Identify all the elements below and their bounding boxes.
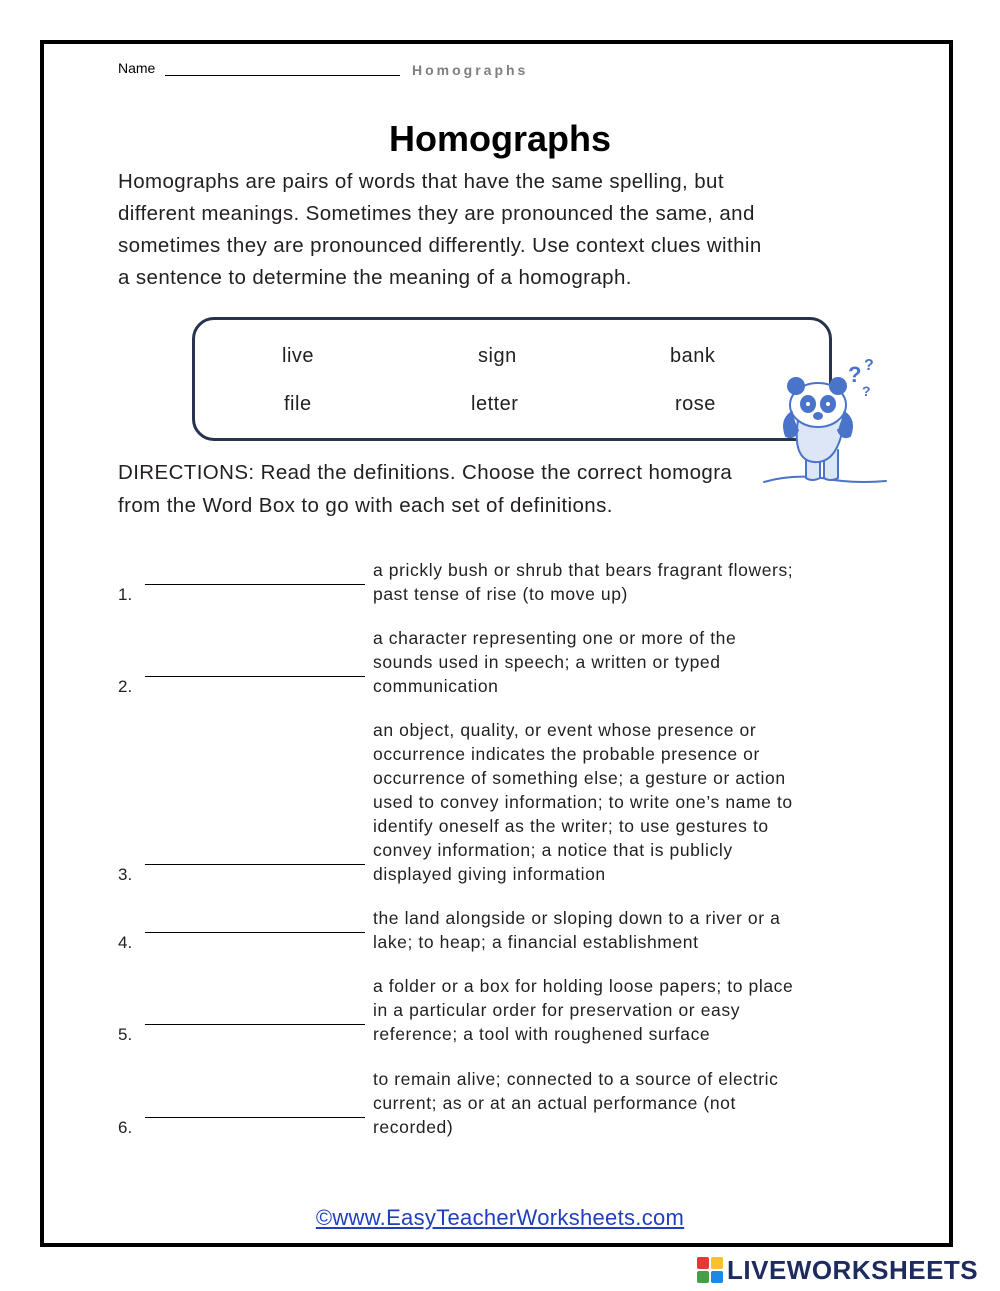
intro-paragraph — [118, 166, 888, 294]
item-number: 4. — [118, 933, 133, 952]
definition-line: past tense of rise (to move up) — [373, 584, 628, 604]
intro-line: Homographs are pairs of words that have the same spelling, but — [118, 170, 724, 193]
liveworksheets-logo[interactable] — [697, 1255, 978, 1285]
definition-line: communication — [373, 676, 499, 696]
word-file: file — [284, 393, 312, 415]
word-letter: letter — [471, 393, 519, 415]
definition-line: used to convey information; to write one’s name to — [373, 792, 793, 812]
definition-line: a character representing one or more of the — [373, 628, 737, 648]
name-label: Name — [118, 60, 156, 76]
definition-line: an object, quality, or event whose presence or — [373, 720, 757, 740]
definition-line: sounds used in speech; a written or typed — [373, 652, 721, 672]
definition-line: reference; a tool with roughened surface — [373, 1024, 711, 1044]
definition-line: current; as or at an actual performance (not — [373, 1093, 736, 1113]
directions-line: DIRECTIONS: Read the definitions. Choose the correct homogra — [118, 461, 733, 484]
liveworksheets-wordmark: LIVEWORKSHEETS — [727, 1254, 979, 1285]
item-definition — [373, 974, 873, 1046]
answer-blank[interactable] — [145, 1117, 365, 1118]
item-number: 5. — [118, 1025, 133, 1044]
word-rose: rose — [675, 393, 716, 415]
item-definition — [373, 1067, 873, 1139]
item-number: 6. — [118, 1118, 133, 1137]
directions-line: from the Word Box to go with each set of definitions. — [118, 494, 613, 517]
item-definition — [373, 626, 873, 698]
definition-line: recorded) — [373, 1117, 454, 1137]
question-mark: ? — [864, 357, 874, 374]
question-mark: ? — [862, 383, 871, 399]
word-live: live — [282, 345, 315, 367]
item-definition — [373, 906, 873, 954]
definition-line: lake; to heap; a financial establishment — [373, 932, 699, 952]
definition-line: in a particular order for preservation or easy — [373, 1000, 741, 1020]
answer-blank[interactable] — [145, 1024, 365, 1025]
answer-blank[interactable] — [145, 864, 365, 865]
item-number: 1. — [118, 585, 133, 604]
header-topic: Homographs — [412, 62, 529, 78]
definition-line: occurrence of something else; a gesture or action — [373, 768, 786, 788]
item-definition — [373, 718, 873, 886]
item-number: 3. — [118, 865, 133, 884]
answer-blank[interactable] — [145, 584, 365, 585]
confused-panda-illustration — [762, 350, 892, 495]
directions — [118, 456, 818, 522]
definition-line: occurrence indicates the probable presence or — [373, 744, 760, 764]
item-definition — [373, 558, 873, 606]
answer-blank[interactable] — [145, 932, 365, 933]
word-box — [192, 317, 832, 441]
definition-line: a folder or a box for holding loose papers; to place — [373, 976, 794, 996]
definition-line: to remain alive; connected to a source of electric — [373, 1069, 779, 1089]
word-bank: bank — [670, 345, 716, 367]
definition-line: a prickly bush or shrub that bears fragrant flowers; — [373, 560, 794, 580]
intro-line: sometimes they are pronounced differently. Use context clues within — [118, 234, 762, 257]
definition-line: the land alongside or sloping down to a river or a — [373, 908, 781, 928]
footer-website-link[interactable]: ©www.EasyTeacherWorksheets.com — [315, 1205, 685, 1230]
intro-line: a sentence to determine the meaning of a homograph. — [118, 266, 632, 289]
definition-line: identify oneself as the writer; to use gestures to — [373, 816, 769, 836]
definition-line: convey information; a notice that is publicly — [373, 840, 733, 860]
page-title: Homographs — [388, 118, 611, 159]
item-number: 2. — [118, 677, 133, 696]
word-sign: sign — [478, 345, 517, 367]
liveworksheets-blocks-icon — [697, 1257, 723, 1283]
answer-blank[interactable] — [145, 676, 365, 677]
name-input-line[interactable] — [165, 75, 400, 76]
definition-line: displayed giving information — [373, 864, 606, 884]
intro-line: different meanings. Sometimes they are pronounced the same, and — [118, 202, 755, 225]
question-mark: ? — [848, 362, 862, 387]
